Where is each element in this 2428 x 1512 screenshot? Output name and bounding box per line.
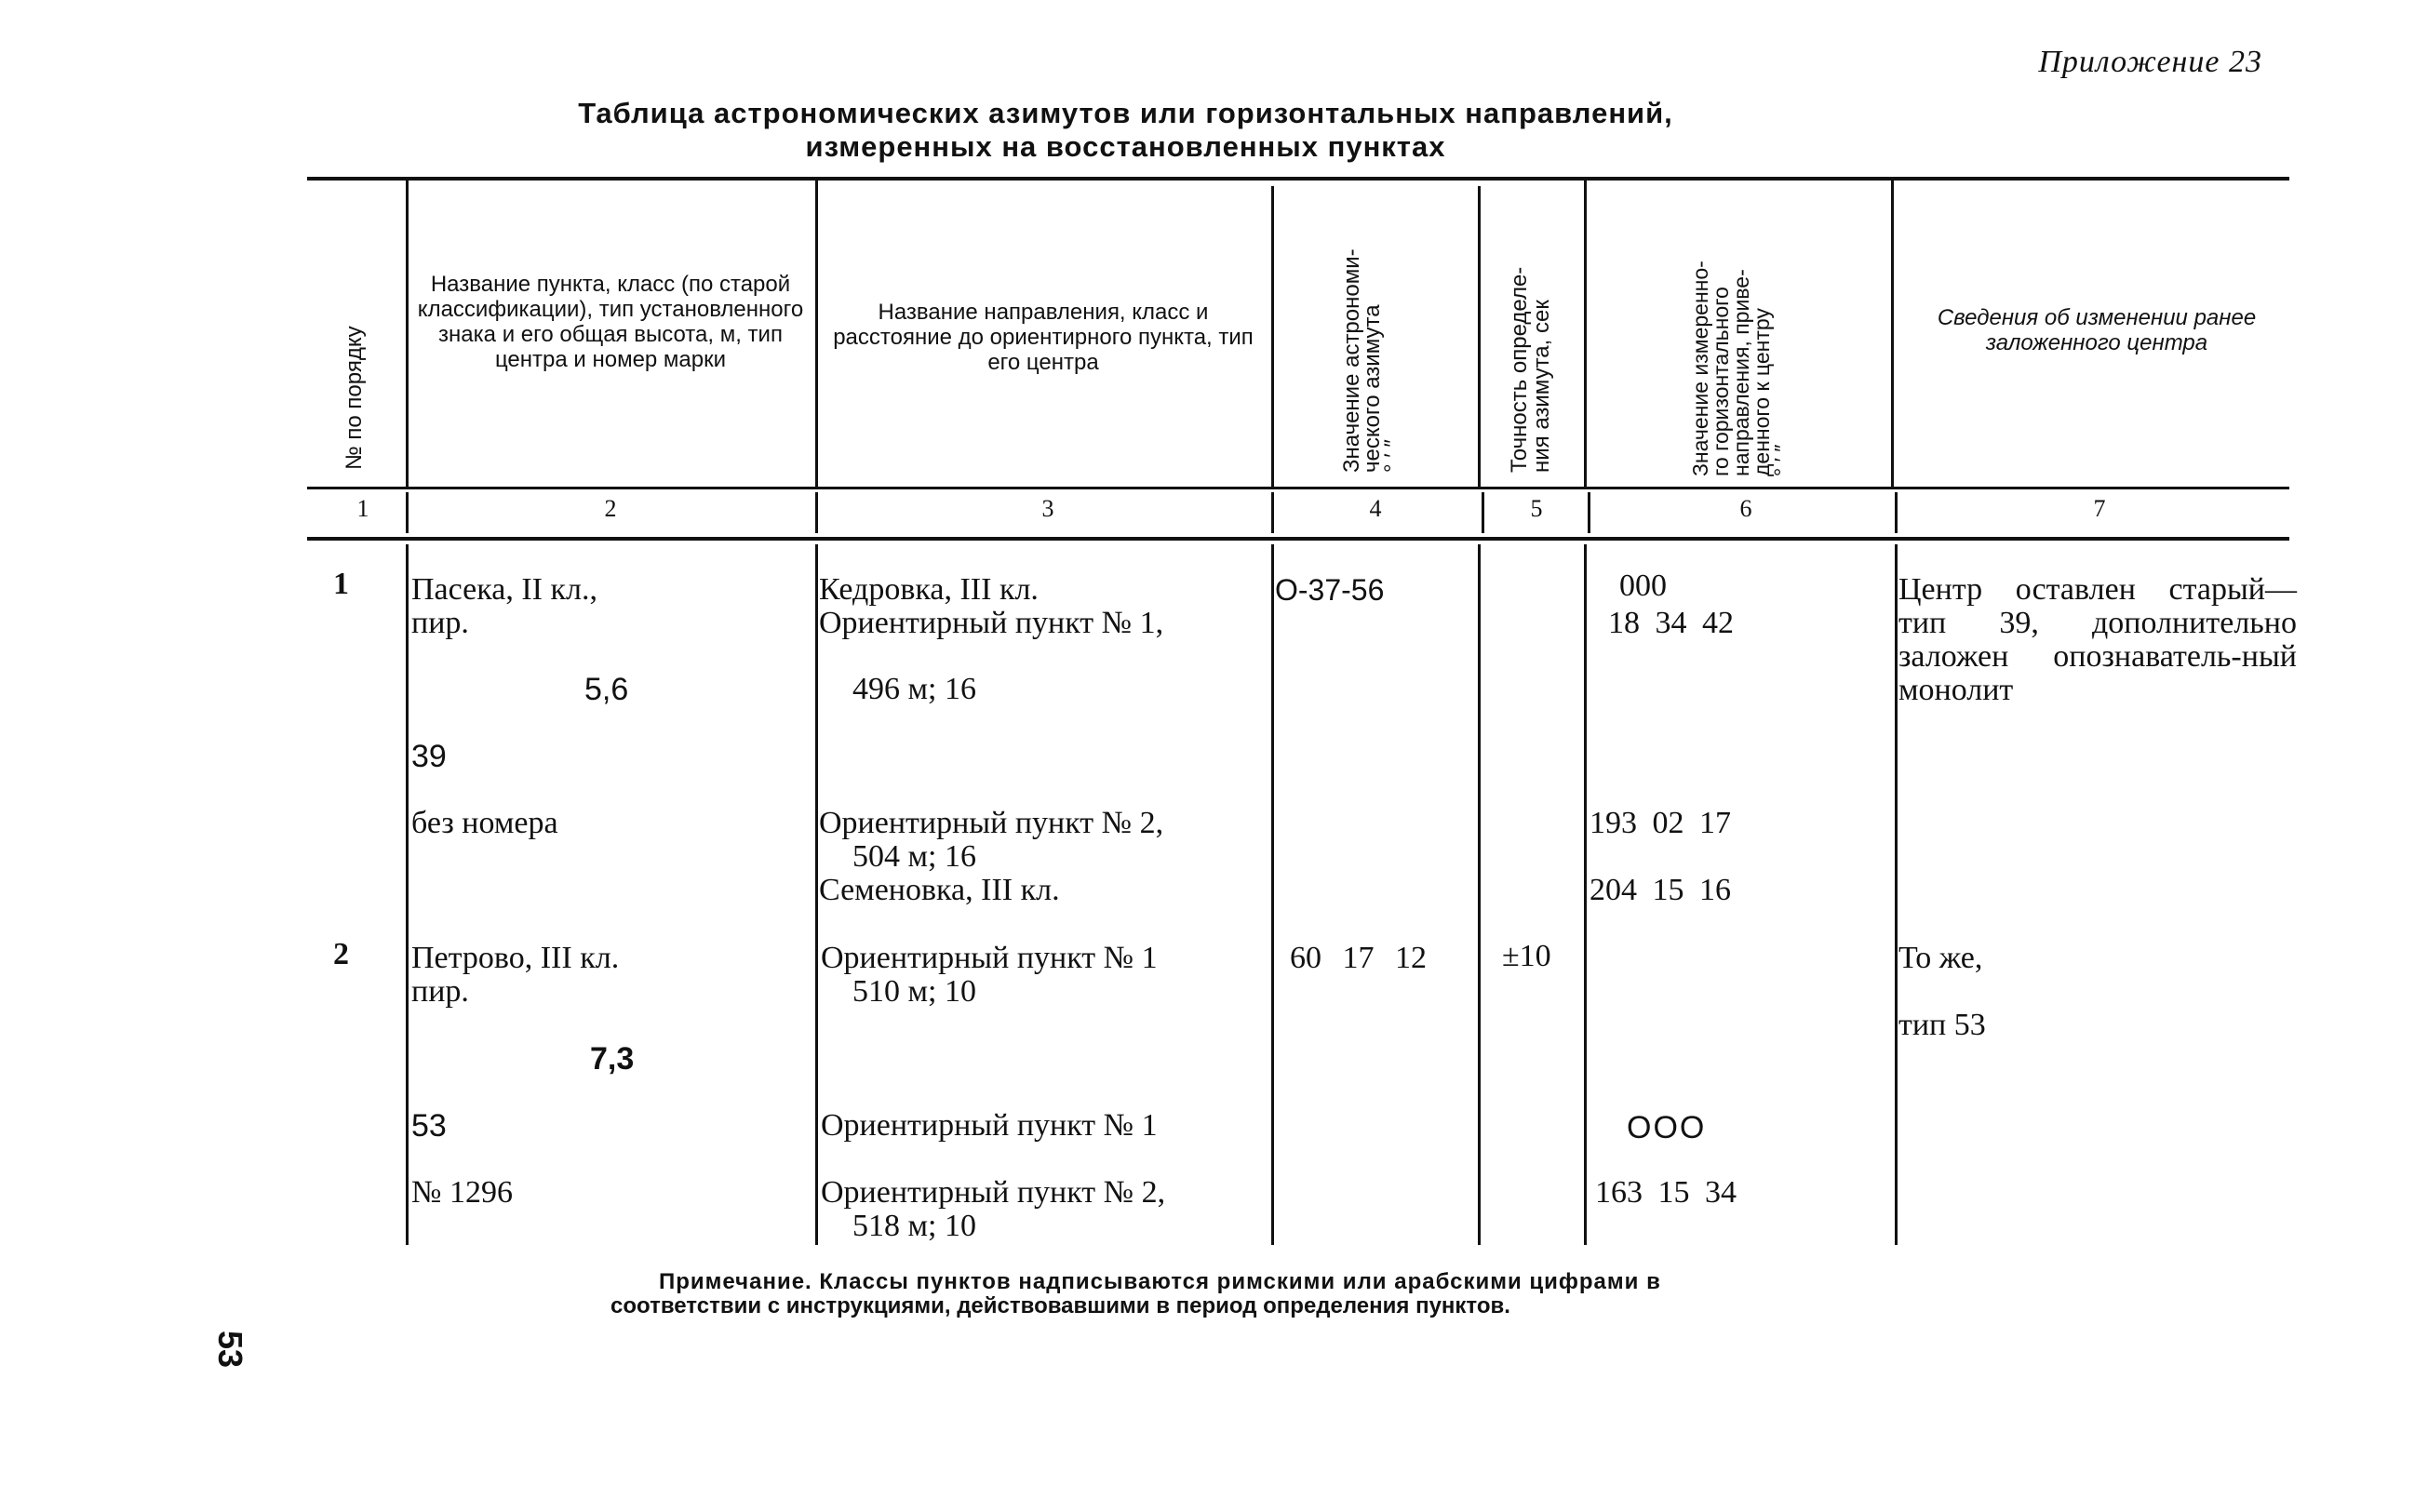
col-divider bbox=[1482, 492, 1484, 533]
row2-sign-type: пир. bbox=[411, 974, 469, 1009]
row1-direction-distance: 496 м; 16 bbox=[852, 672, 976, 706]
col-divider bbox=[406, 181, 409, 487]
table-title-continued: измеренных на восстановленных пунктах bbox=[805, 130, 1446, 163]
col-divider bbox=[815, 544, 818, 1245]
col-number: 4 bbox=[1369, 495, 1382, 522]
page-number: 53 bbox=[211, 1331, 249, 1369]
row2-accuracy: ±10 bbox=[1502, 939, 1551, 973]
appendix-label: Приложение 23 bbox=[2038, 45, 2262, 79]
col-number: 5 bbox=[1530, 495, 1543, 522]
row1-direction-value: 193 02 17 bbox=[1590, 806, 1731, 840]
header-col3: Название направления, класс и расстояние до ориентирного пункта, тип его центра bbox=[833, 300, 1254, 375]
row1-sign-type: пир. bbox=[411, 606, 469, 640]
row1-point-name: Пасека, II кл., bbox=[411, 572, 597, 607]
col-divider bbox=[1271, 186, 1274, 487]
row2-mark: № 1296 bbox=[411, 1175, 513, 1210]
row2-center-type: 53 bbox=[411, 1108, 447, 1144]
col-number: 7 bbox=[2093, 495, 2106, 522]
table-title: Таблица астрономических азимутов или горизонтальных направлений, bbox=[578, 97, 1673, 129]
col-divider bbox=[1588, 492, 1590, 533]
header-col6-line4: денного к центру bbox=[1750, 308, 1774, 476]
row2-center-info: тип 53 bbox=[1898, 1008, 1986, 1042]
row2-center-info: То же, bbox=[1898, 941, 1983, 975]
row1-direction: Семеновка, III кл. bbox=[819, 873, 1060, 907]
row2-direction: Ориентирный пункт № 1 bbox=[821, 941, 1158, 975]
row2-number: 2 bbox=[333, 937, 349, 971]
row2-direction-value: ООО bbox=[1627, 1110, 1707, 1145]
col-divider bbox=[1478, 186, 1481, 487]
col-divider bbox=[1271, 492, 1274, 533]
header-col5-line2: ния азимута, сек bbox=[1529, 300, 1554, 473]
row1-azimuth: О-37-56 bbox=[1275, 573, 1385, 607]
header-col6-line5: ° ′ ″ bbox=[1770, 444, 1794, 476]
row1-direction-value: 18 34 42 bbox=[1608, 606, 1734, 640]
row2-azimuth: 60 17 12 bbox=[1290, 941, 1427, 975]
header-col5-line1: Точность определе- bbox=[1507, 266, 1532, 473]
row2-direction-distance: 518 м; 10 bbox=[852, 1209, 976, 1243]
header-bottom-rule bbox=[307, 487, 2289, 489]
row2-direction-distance: 510 м; 10 bbox=[852, 974, 976, 1009]
row1-direction: Ориентирный пункт № 1, bbox=[819, 606, 1164, 640]
row2-direction: Ориентирный пункт № 2, bbox=[821, 1175, 1166, 1210]
col-divider bbox=[1584, 181, 1587, 487]
row2-point-name: Петрово, III кл. bbox=[411, 941, 620, 975]
header-col4-line3: ° ′ ″ bbox=[1380, 439, 1405, 473]
row1-direction-distance: 504 м; 16 bbox=[852, 839, 976, 874]
table-note-continued: соответствии с инструкциями, действовавшими в период определения пунктов. bbox=[610, 1293, 1510, 1318]
header-col6-line2: го горизонтального bbox=[1709, 287, 1733, 476]
col-number: 6 bbox=[1739, 495, 1752, 522]
col-divider bbox=[1478, 544, 1481, 1245]
header-col7: Сведения об изменении ранее заложенного центра bbox=[1937, 305, 2257, 355]
header-col4-line1: Значение астрономи- bbox=[1339, 248, 1364, 473]
row1-center-info: Центр оставлен старый— тип 39, дополнительно заложен опознаватель-ный монолит bbox=[1898, 572, 2297, 707]
col-divider bbox=[815, 492, 818, 533]
row1-direction-value: 204 15 16 bbox=[1590, 873, 1731, 907]
col-divider bbox=[1895, 544, 1898, 1245]
row2-direction-value: 163 15 34 bbox=[1595, 1175, 1737, 1210]
row2-direction: Ориентирный пункт № 1 bbox=[821, 1108, 1158, 1143]
row1-direction: Ориентирный пункт № 2, bbox=[819, 806, 1164, 840]
col-number: 2 bbox=[604, 495, 617, 522]
col-divider bbox=[1584, 544, 1587, 1245]
header-col6-line3: направления, приве- bbox=[1729, 269, 1753, 476]
header-col6-line1: Значение измеренно- bbox=[1688, 261, 1712, 476]
table-top-rule bbox=[307, 177, 2289, 181]
col-number: 1 bbox=[356, 495, 369, 522]
row1-mark: без номера bbox=[411, 806, 558, 840]
header-col4-line2: ческого азимута bbox=[1360, 304, 1385, 473]
row1-number: 1 bbox=[333, 567, 349, 601]
table-note: Примечание. Классы пунктов надписываются римскими или арабскими цифрами в bbox=[659, 1269, 1661, 1294]
header-col1: № по порядку bbox=[342, 326, 367, 470]
header-col2: Название пункта, класс (по старой классификации), тип установленного знака и его общая высота, м, тип центра и номер марки bbox=[417, 272, 804, 372]
col-divider bbox=[1895, 492, 1898, 533]
col-divider bbox=[815, 181, 818, 487]
col-divider bbox=[1891, 181, 1894, 487]
row1-center-type: 39 bbox=[411, 739, 447, 774]
col-divider bbox=[406, 492, 409, 533]
row1-direction-value: 000 bbox=[1619, 569, 1667, 603]
col-divider bbox=[406, 544, 409, 1245]
col-divider bbox=[1271, 544, 1274, 1245]
row1-direction: Кедровка, III кл. bbox=[819, 572, 1039, 607]
row2-sign-height: 7,3 bbox=[590, 1041, 635, 1077]
row1-sign-height: 5,6 bbox=[584, 672, 629, 707]
colnum-bottom-rule bbox=[307, 537, 2289, 541]
col-number: 3 bbox=[1041, 495, 1054, 522]
